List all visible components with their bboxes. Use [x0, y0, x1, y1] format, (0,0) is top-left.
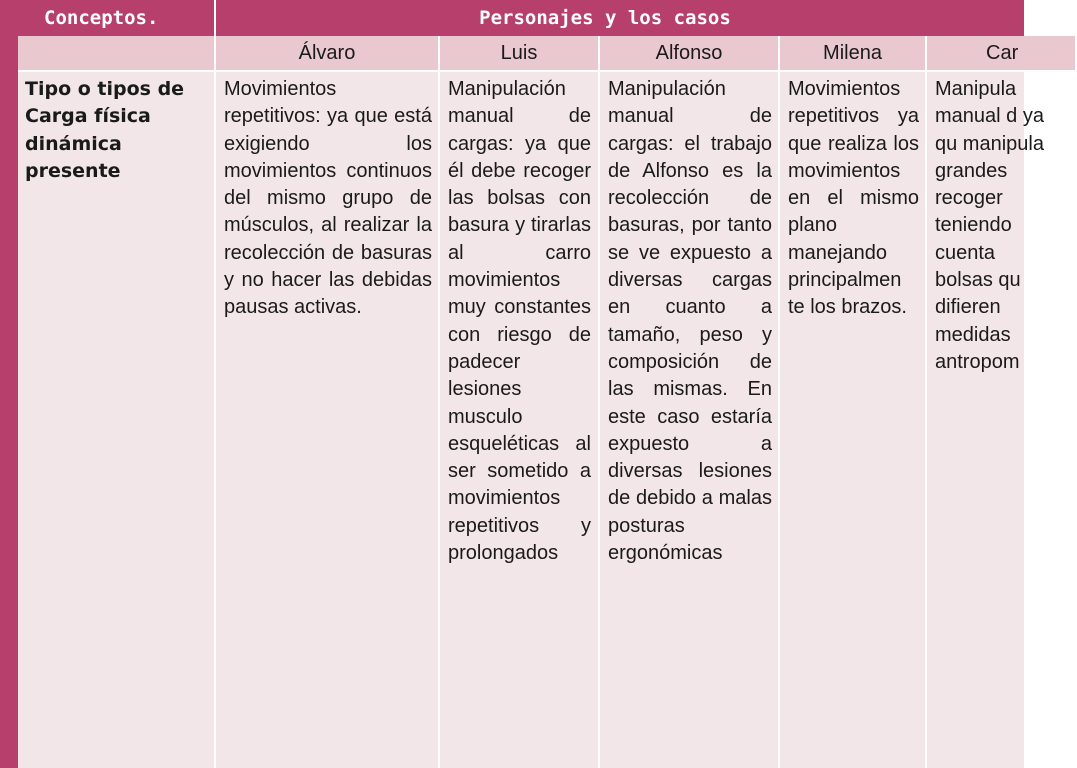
col-header-car: Car	[927, 36, 1077, 72]
cell-luis	[440, 72, 600, 768]
alvaro-text: Movimientos repetitivos: ya que está exigiendo los movimientos continuos del mismo grupo de músculos, al realizar la recolección de basuras y no hacer las debidas pausas activas.	[224, 78, 432, 319]
col-header-alfonso: Alfonso	[600, 36, 780, 72]
cell-milena	[780, 72, 927, 768]
cell-car	[927, 72, 1044, 768]
milena-text: Movimientos repetitivos ya que realiza los movimientos en el mismo plano manejando principalmen te los brazos.	[788, 78, 919, 319]
blank-corner-cell	[18, 36, 216, 72]
cell-alvaro	[216, 72, 440, 768]
cell-alfonso	[600, 72, 780, 768]
luis-text: Manipulación manual de cargas: ya que él debe recoger las bolsas con basura y tirarlas al carro movimientos muy constantes con riesgo de padecer lesiones musculo esqueléticas al ser sometido a movimientos repetitivos y prolongados	[448, 78, 591, 565]
col-header-milena: Milena	[780, 36, 927, 72]
concept-cell	[18, 72, 216, 768]
header-characters-cases: Personajes y los casos	[216, 0, 1024, 36]
car-text: Manipula manual d ya qu manipula grandes recoger teniendo cuenta bolsas qu difieren medidas antropom	[935, 78, 1044, 373]
concept-text: Tipo o tipos de Carga física dinámica presente	[25, 78, 185, 182]
header-concepts: Conceptos.	[0, 0, 216, 36]
col-header-alvaro: Álvaro	[216, 36, 440, 72]
col-header-luis: Luis	[440, 36, 600, 72]
alfonso-text: Manipulación manual de cargas: el trabajo de Alfonso es la recolección de basuras, por tanto se ve expuesto a diversas cargas en cuanto a tamaño, peso y composición de las mismas. En este caso estaría expuesto a diversas lesiones de debido a malas posturas ergonómicas	[608, 78, 772, 565]
left-accent-strip	[0, 36, 18, 768]
